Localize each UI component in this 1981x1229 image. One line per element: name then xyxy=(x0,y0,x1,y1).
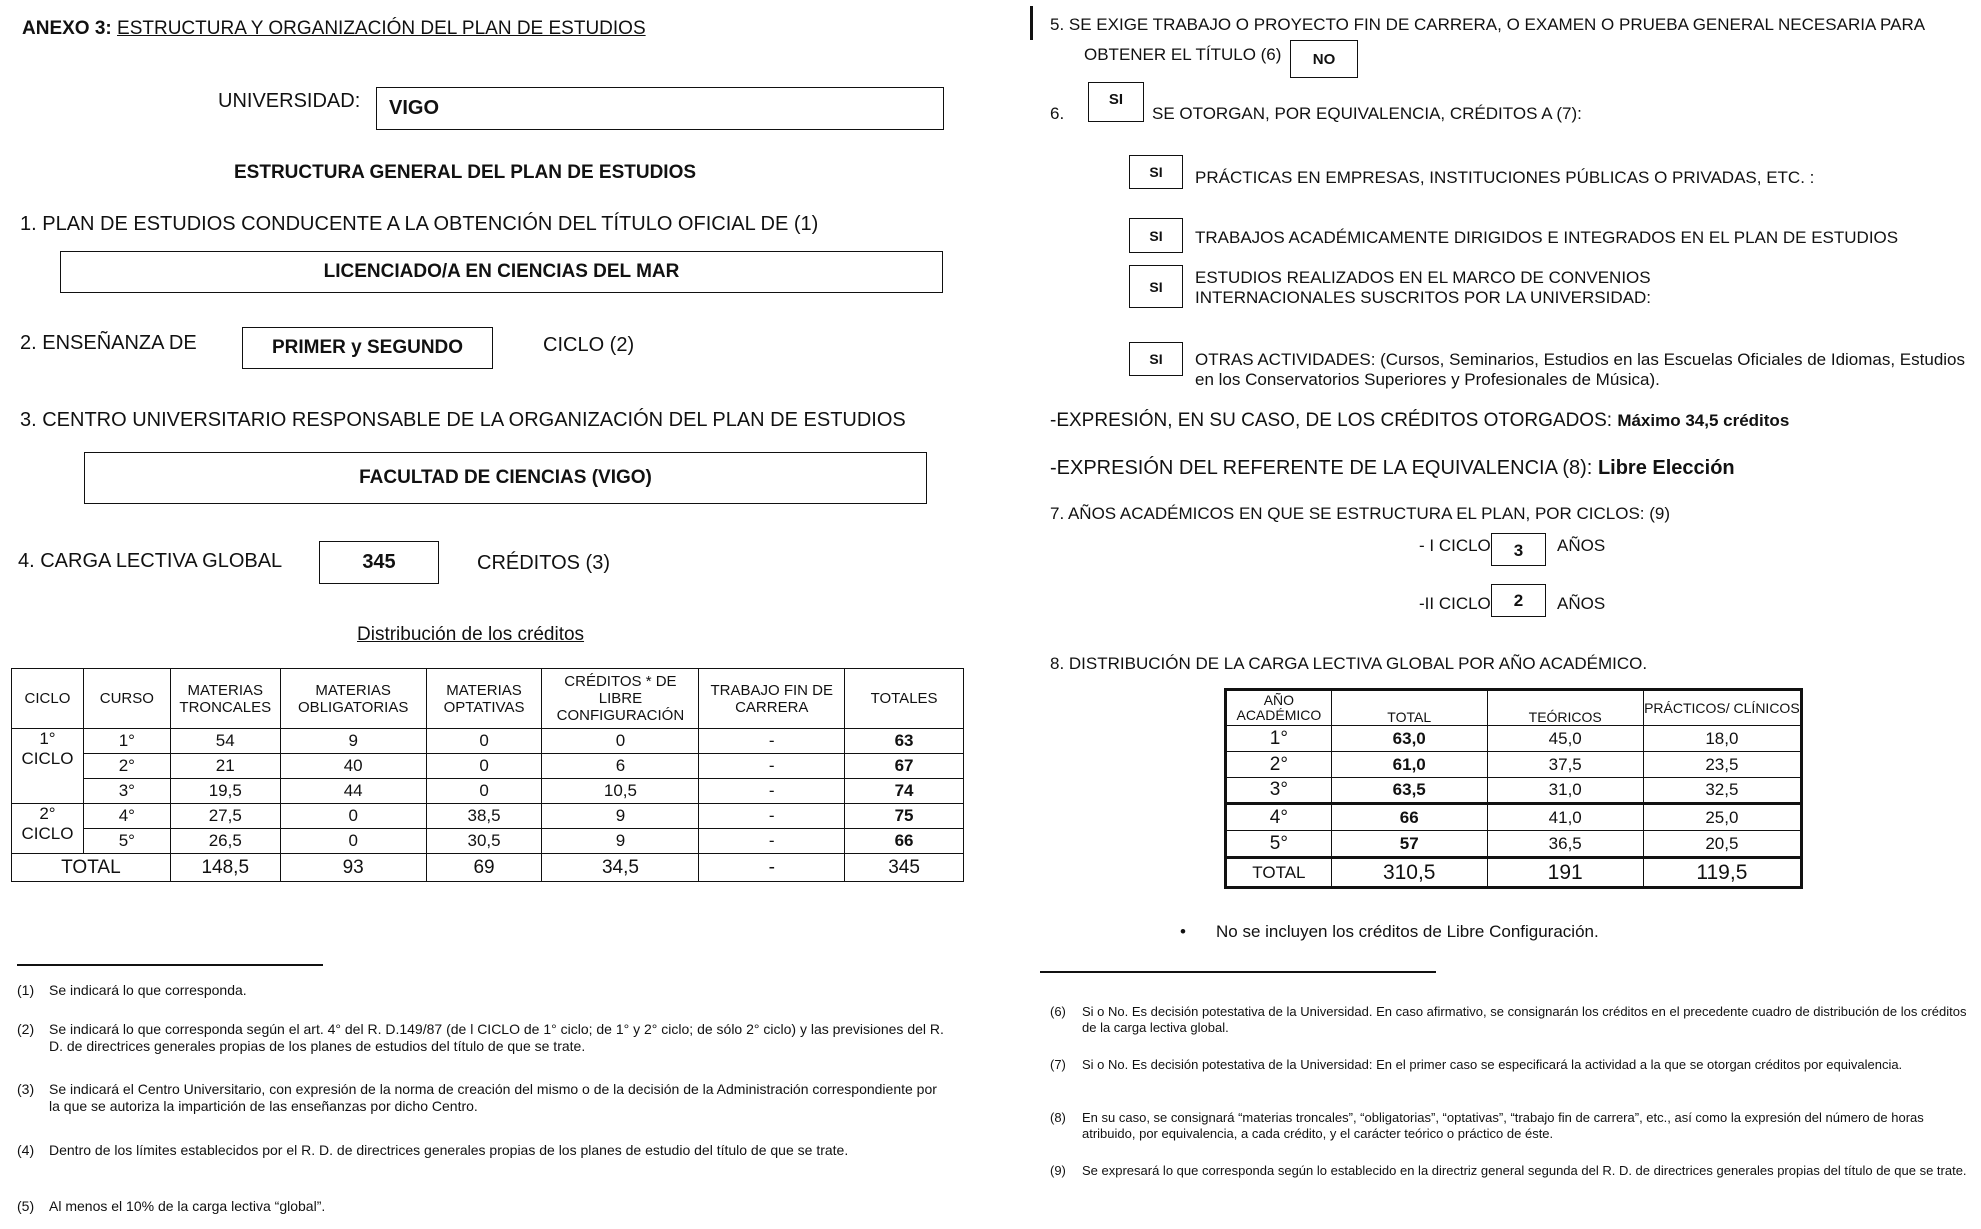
item7-text: 7. AÑOS ACADÉMICOS EN QUE SE ESTRUCTURA EL PLAN, POR CICLOS: (9) xyxy=(1050,504,1671,523)
item6-field: SI xyxy=(1088,82,1144,122)
table-cell: 0 xyxy=(426,729,542,754)
table-cell: 34,5 xyxy=(542,854,699,882)
table-cell: 27,5 xyxy=(170,804,280,829)
sub-item-4-field: SI xyxy=(1129,342,1183,376)
expr2-value: Libre Elección xyxy=(1597,457,1735,479)
table-cell: 63 xyxy=(845,729,964,754)
table-cell: 345 xyxy=(845,854,964,882)
table-cell: 61,0 xyxy=(1331,752,1487,778)
table-row xyxy=(12,754,964,779)
table-cell: 63,0 xyxy=(1331,726,1487,752)
header-totales: TOTALES xyxy=(845,669,964,729)
annex-prefix: ANEXO 3: xyxy=(22,18,112,39)
footnote-6 xyxy=(1050,1004,1975,1036)
table-cell: 66 xyxy=(845,829,964,854)
sub-item-2-field: SI xyxy=(1129,218,1183,253)
sub-item-3-text: ESTUDIOS REALIZADOS EN EL MARCO DE CONVENIOS INTERNACIONALES SUSCRITOS POR LA UNIVERSIDAD: xyxy=(1195,268,1651,307)
expr2-line xyxy=(1050,457,1735,480)
cycle1-cell: 1° CICLO xyxy=(12,729,84,804)
table-cell: 93 xyxy=(280,854,426,882)
table-cell: 6 xyxy=(542,754,699,779)
total-label: TOTAL xyxy=(1226,858,1332,888)
cycle2-cell: 2° CICLO xyxy=(12,804,84,854)
table-cell: 69 xyxy=(426,854,542,882)
table-cell: 38,5 xyxy=(426,804,542,829)
center-field: FACULTAD DE CIENCIAS (VIGO) xyxy=(84,452,927,504)
table-cell: 45,0 xyxy=(1487,726,1643,752)
table-cell: 10,5 xyxy=(542,779,699,804)
table-row xyxy=(1226,804,1802,831)
table-row xyxy=(1226,752,1802,778)
table-cell: 4° xyxy=(1226,804,1332,831)
table-cell: 2° xyxy=(1226,752,1332,778)
general-heading: ESTRUCTURA GENERAL DEL PLAN DE ESTUDIOS xyxy=(234,162,697,183)
distribution-title: Distribución de los créditos xyxy=(357,624,585,645)
table-cell: - xyxy=(699,829,845,854)
table-cell: 0 xyxy=(280,829,426,854)
table-cell: 37,5 xyxy=(1487,752,1643,778)
table-cell: 9 xyxy=(280,729,426,754)
header-total: TOTAL xyxy=(1331,690,1487,726)
table-cell: 26,5 xyxy=(170,829,280,854)
footnote-text: Se indicará lo que corresponda según el art. 4° del R. D.149/87 (de l CICLO de 1° ciclo; de 1° y 2° ciclo; de sólo 2° ciclo) y las previsiones del R. D. de directrices generales propias de los planes de estudios del título de que se trate. xyxy=(49,1021,944,1054)
item4-suffix: CRÉDITOS (3) xyxy=(477,552,610,574)
sub-item-4-text: OTRAS ACTIVIDADES: (Cursos, Seminarios, Estudios en las Escuelas Oficiales de Idiomas, Estudios en los Conservatorios Superiores y Profesionales de Música). xyxy=(1195,350,1966,389)
footnote-3 xyxy=(17,1081,947,1115)
footnote-separator-left xyxy=(17,964,323,966)
item6-number: 6. xyxy=(1050,104,1065,123)
item5-line1: 5. SE EXIGE TRABAJO O PROYECTO FIN DE CARRERA, O EXAMEN O PRUEBA GENERAL NECESARIA PARA xyxy=(1050,15,1926,34)
table-cell: 3° xyxy=(1226,778,1332,804)
university-field: VIGO xyxy=(376,87,944,130)
cycle-field: PRIMER y SEGUNDO xyxy=(242,327,493,369)
table-total-row xyxy=(1226,858,1802,888)
table-row xyxy=(1226,726,1802,752)
footnote-9 xyxy=(1050,1163,1975,1179)
table-cell: 3° xyxy=(83,779,170,804)
footnote-text: Se expresará lo que corresponda según lo establecido en la directriz general segunda del R. D. de directrices generales propias del título de que se trate. xyxy=(1082,1163,1967,1178)
footnote-number: (9) xyxy=(1050,1163,1066,1178)
footnote-text: Dentro de los límites establecidos por el R. D. de directrices generales propias de los planes de estudio del título de que se trate. xyxy=(49,1142,849,1158)
table-cell: - xyxy=(699,729,845,754)
table-cell: 44 xyxy=(280,779,426,804)
annex-title: ESTRUCTURA Y ORGANIZACIÓN DEL PLAN DE ESTUDIOS xyxy=(117,18,646,39)
table-cell: 75 xyxy=(845,804,964,829)
table-cell: 66 xyxy=(1331,804,1487,831)
table-cell: - xyxy=(699,804,845,829)
item6-text: SE OTORGAN, POR EQUIVALENCIA, CRÉDITOS A (7): xyxy=(1152,104,1582,123)
sub-item-1-text: PRÁCTICAS EN EMPRESAS, INSTITUCIONES PÚBLICAS O PRIVADAS, ETC. : xyxy=(1195,168,1815,187)
footnote-1 xyxy=(17,982,947,999)
table-cell: 2° xyxy=(83,754,170,779)
cycle2-years-label: AÑOS xyxy=(1557,594,1606,613)
table-cell: 40 xyxy=(280,754,426,779)
credits-field: 345 xyxy=(319,541,439,584)
table-cell: 31,0 xyxy=(1487,778,1643,804)
table-cell: 191 xyxy=(1487,858,1643,888)
footnote-number: (4) xyxy=(17,1142,35,1158)
footnote-8 xyxy=(1050,1110,1975,1142)
footnote-text: Si o No. Es decisión potestativa de la Universidad. En caso afirmativo, se consignarán los créditos en el precedente cuadro de distribución de los créditos de la carga lectiva global. xyxy=(1082,1004,1967,1035)
table-cell: 9 xyxy=(542,829,699,854)
table-cell: 74 xyxy=(845,779,964,804)
table-total-row xyxy=(12,854,964,882)
item1-text: 1. PLAN DE ESTUDIOS CONDUCENTE A LA OBTENCIÓN DEL TÍTULO OFICIAL DE (1) xyxy=(20,213,819,235)
item8-text: 8. DISTRIBUCIÓN DE LA CARGA LECTIVA GLOBAL POR AÑO ACADÉMICO. xyxy=(1050,654,1648,673)
expr2-label: -EXPRESIÓN DEL REFERENTE DE LA EQUIVALENCIA (8): xyxy=(1050,457,1593,479)
cycle1-years-field: 3 xyxy=(1491,533,1546,566)
table-row xyxy=(1226,778,1802,804)
table-cell: 23,5 xyxy=(1643,752,1801,778)
table-cell: 32,5 xyxy=(1643,778,1801,804)
table-cell: 63,5 xyxy=(1331,778,1487,804)
table-cell: 5° xyxy=(1226,831,1332,858)
item2-suffix: CICLO (2) xyxy=(543,334,635,356)
header-practicos: PRÁCTICOS/ CLÍNICOS xyxy=(1643,690,1801,726)
cycle2-years-field: 2 xyxy=(1491,584,1546,617)
footnote-number: (5) xyxy=(17,1198,35,1214)
header-ciclo: CICLO xyxy=(12,669,84,729)
header-teoricos: TEÓRICOS xyxy=(1487,690,1643,726)
table-cell: - xyxy=(699,779,845,804)
table-cell: 19,5 xyxy=(170,779,280,804)
item5-field: NO xyxy=(1290,40,1358,78)
table-row xyxy=(1226,831,1802,858)
footnote-2 xyxy=(17,1021,947,1055)
table-cell: 67 xyxy=(845,754,964,779)
table-cell: 5° xyxy=(83,829,170,854)
table-cell: 30,5 xyxy=(426,829,542,854)
table-cell: - xyxy=(699,854,845,882)
expr1-line xyxy=(1050,410,1789,432)
degree-title-field: LICENCIADO/A EN CIENCIAS DEL MAR xyxy=(60,251,943,293)
margin-mark xyxy=(1030,6,1033,40)
credits-distribution-table xyxy=(11,668,964,882)
table-cell: - xyxy=(699,754,845,779)
table-cell: 119,5 xyxy=(1643,858,1801,888)
table-cell: 18,0 xyxy=(1643,726,1801,752)
footnote-text: Se indicará lo que corresponda. xyxy=(49,982,247,998)
footnote-text: Si o No. Es decisión potestativa de la Universidad: En el primer caso se especificará la actividad a la que se otorgan créditos por equivalencia. xyxy=(1082,1057,1903,1072)
footnote-number: (1) xyxy=(17,982,35,998)
sub-item-1-field: SI xyxy=(1129,155,1183,189)
header-obligatorias: MATERIAS OBLIGATORIAS xyxy=(280,669,426,729)
table-cell: 148,5 xyxy=(170,854,280,882)
table-cell: 310,5 xyxy=(1331,858,1487,888)
sub-item-2-text: TRABAJOS ACADÉMICAMENTE DIRIGIDOS E INTEGRADOS EN EL PLAN DE ESTUDIOS xyxy=(1195,228,1899,247)
table-cell: 4° xyxy=(83,804,170,829)
table-cell: 21 xyxy=(170,754,280,779)
table-cell: 0 xyxy=(280,804,426,829)
header-libre-configuracion: CRÉDITOS * DE LIBRE CONFIGURACIÓN xyxy=(542,669,699,729)
footnote-separator-right xyxy=(1040,971,1436,973)
footnote-text: Al menos el 10% de la carga lectiva “global”. xyxy=(49,1198,326,1214)
table-header-row xyxy=(1226,690,1802,726)
table-cell: 0 xyxy=(426,779,542,804)
table-cell: 0 xyxy=(426,754,542,779)
cycle1-label: - I CICLO xyxy=(1419,536,1491,555)
item3-text: 3. CENTRO UNIVERSITARIO RESPONSABLE DE LA ORGANIZACIÓN DEL PLAN DE ESTUDIOS xyxy=(20,409,906,431)
table-cell: 57 xyxy=(1331,831,1487,858)
footnote-number: (6) xyxy=(1050,1004,1066,1019)
table-cell: 54 xyxy=(170,729,280,754)
total-label: TOTAL xyxy=(12,854,171,882)
footnote-4 xyxy=(17,1142,947,1159)
cycle2-label: -II CICLO xyxy=(1419,594,1491,613)
table-row xyxy=(12,804,964,829)
table-cell: 9 xyxy=(542,804,699,829)
item2-label: 2. ENSEÑANZA DE xyxy=(20,332,197,354)
footnote-number: (7) xyxy=(1050,1057,1066,1072)
footnote-text: En su caso, se consignará “materias troncales”, “obligatorias”, “optativas”, “trabajo fin de carrera”, etc., así como la expresión del número de horas atribuido, por equivalencia, a cada crédito, y el carácter teórico o práctico de éste. xyxy=(1082,1110,1924,1141)
footnote-number: (8) xyxy=(1050,1110,1066,1125)
cycle1-years-label: AÑOS xyxy=(1557,536,1606,555)
sub-item-3-field: SI xyxy=(1129,265,1183,308)
footnote-number: (2) xyxy=(17,1021,35,1037)
expr1-value: Máximo 34,5 créditos xyxy=(1617,411,1790,430)
annual-load-table xyxy=(1224,688,1803,889)
footnote-text: Se indicará el Centro Universitario, con expresión de la norma de creación del mismo o de la decisión de la Administración correspondiente por la que se autoriza la impartición de las enseñanzas por dicho Centro. xyxy=(49,1081,937,1114)
item4-label: 4. CARGA LECTIVA GLOBAL xyxy=(18,550,283,572)
bullet-glyph: • xyxy=(1180,922,1186,941)
item5-line2: OBTENER EL TÍTULO (6) xyxy=(1084,45,1282,64)
table-row xyxy=(12,729,964,754)
header-ano: AÑO ACADÉMICO xyxy=(1226,690,1332,726)
annex-heading xyxy=(22,18,646,40)
table-cell: 20,5 xyxy=(1643,831,1801,858)
table-cell: 0 xyxy=(542,729,699,754)
bullet-note-text: No se incluyen los créditos de Libre Configuración. xyxy=(1216,922,1599,941)
table-cell: 41,0 xyxy=(1487,804,1643,831)
footnote-number: (3) xyxy=(17,1081,35,1097)
table-cell: 36,5 xyxy=(1487,831,1643,858)
expr1-label: -EXPRESIÓN, EN SU CASO, DE LOS CRÉDITOS OTORGADOS: xyxy=(1050,410,1613,431)
header-trabajo-fin: TRABAJO FIN DE CARRERA xyxy=(699,669,845,729)
table-cell: 25,0 xyxy=(1643,804,1801,831)
header-optativas: MATERIAS OPTATIVAS xyxy=(426,669,542,729)
table-row xyxy=(12,829,964,854)
header-curso: CURSO xyxy=(83,669,170,729)
table-cell: 1° xyxy=(1226,726,1332,752)
bullet-note xyxy=(1180,922,1599,942)
table-row xyxy=(12,779,964,804)
table-cell: 1° xyxy=(83,729,170,754)
table-header-row xyxy=(12,669,964,729)
footnote-5 xyxy=(17,1198,947,1215)
footnote-7 xyxy=(1050,1057,1975,1073)
header-troncales: MATERIAS TRONCALES xyxy=(170,669,280,729)
university-label: UNIVERSIDAD: xyxy=(218,90,361,112)
